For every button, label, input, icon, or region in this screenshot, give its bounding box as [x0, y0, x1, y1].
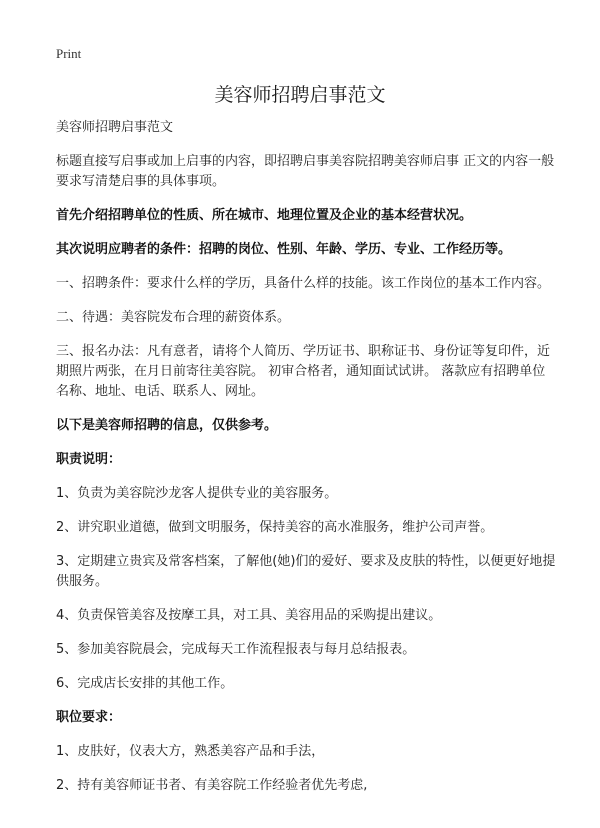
paragraph-subtitle: 美容师招聘启事范文	[56, 120, 174, 135]
paragraph-applicant-conditions: 其次说明应聘者的条件：招聘的岗位、性别、年龄、学历、专业、工作经历等。	[56, 242, 512, 257]
heading-responsibilities: 职责说明：	[56, 452, 122, 467]
paragraph-title-explanation: 标题直接写启事或加上启事的内容，即招聘启事美容院招聘美容师启事 正文的内容一般要求写清楚启事的具体事项。	[56, 154, 555, 189]
responsibility-item: 1、负责为美容院沙龙客人提供专业的美容服务。	[56, 486, 338, 501]
paragraph-company-intro: 首先介绍招聘单位的性质、所在城市、地理位置及企业的基本经营状况。	[56, 208, 473, 223]
requirement-item: 1、皮肤好，仪表大方，熟悉美容产品和手法，	[56, 744, 325, 759]
paragraph-reference-note: 以下是美容师招聘的信息，仅供参考。	[56, 418, 278, 433]
responsibility-item: 2、讲究职业道德，做到文明服务，保持美容的高水准服务，维护公司声誉。	[56, 520, 494, 535]
responsibility-item: 4、负责保管美容及按摩工具，对工具、美容用品的采购提出建议。	[56, 608, 442, 623]
heading-requirements: 职位要求：	[56, 710, 122, 725]
responsibility-item: 6、完成店长安排的其他工作。	[56, 676, 234, 691]
requirement-item: 2、持有美容师证书者、有美容院工作经验者优先考虑,	[56, 778, 368, 793]
print-label: Print	[56, 46, 82, 61]
paragraph-recruit-conditions: 一、招聘条件：要求什么样的学历，具备什么样的技能。该工作岗位的基本工作内容。	[56, 276, 551, 291]
responsibility-item: 5、参加美容院晨会，完成每天工作流程报表与每月总结报表。	[56, 642, 416, 657]
document-title: 美容师招聘启事范文	[214, 84, 386, 106]
paragraph-benefits: 二、待遇：美容院发布合理的薪资体系。	[56, 310, 291, 325]
paragraph-application-method: 三、报名办法：凡有意者，请将个人简历、学历证书、职称证书、身份证等复印件，近期照片两张，在月日前寄往美容院。 初审合格者，通知面试试讲。 落款应有招聘单位名称、地址、电话、联系人、网址。	[56, 344, 551, 399]
document-body	[56, 118, 556, 810]
responsibility-item: 3、定期建立贵宾及常客档案，了解他(她)们的爱好、要求及皮肤的特性，以便更好地提供服务。	[56, 554, 556, 589]
